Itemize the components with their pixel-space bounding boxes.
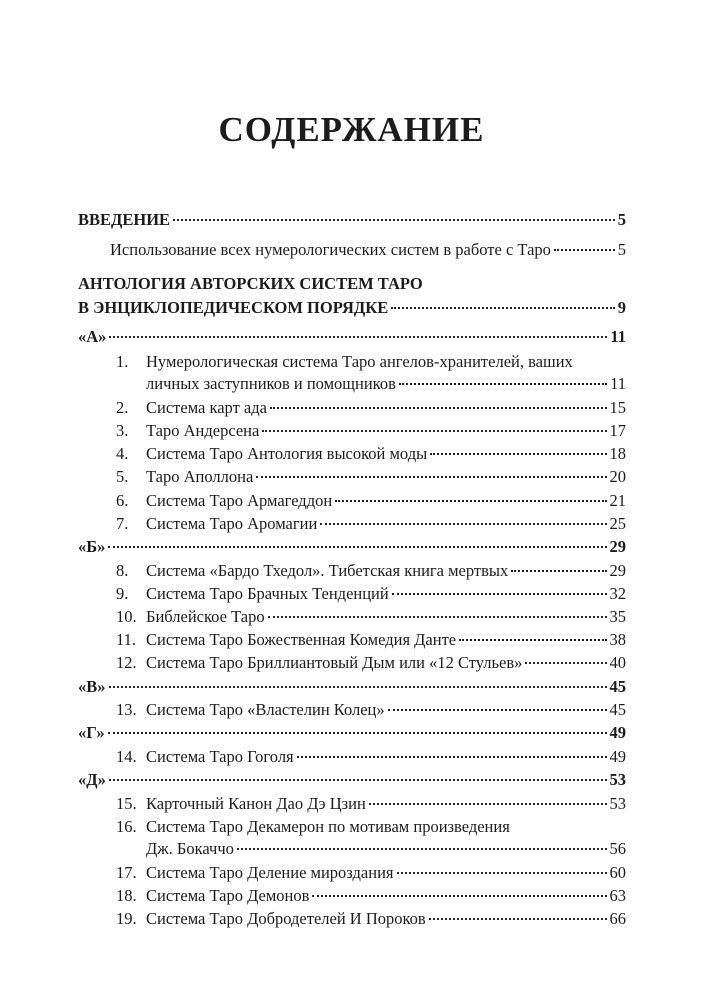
item-number: 1. bbox=[116, 352, 129, 371]
item-page: 40 bbox=[609, 653, 626, 672]
item-title: Карточный Канон Дао Дэ Цзин bbox=[146, 794, 366, 813]
item-number: 9. bbox=[116, 584, 129, 603]
toc-item-1[interactable] bbox=[146, 373, 626, 395]
section-letter: «Г» bbox=[78, 723, 105, 742]
toc-item-4[interactable] bbox=[116, 443, 626, 465]
item-page: 66 bbox=[609, 909, 626, 928]
item-number: 8. bbox=[116, 561, 129, 580]
leader-dots bbox=[312, 895, 606, 897]
toc-intro-sub-text: Использование всех нумерологических систем в работе с Таро bbox=[110, 240, 551, 259]
toc-item-17[interactable] bbox=[116, 862, 626, 884]
item-page: 45 bbox=[609, 700, 626, 719]
item-page: 29 bbox=[609, 561, 626, 580]
toc-item-7[interactable] bbox=[116, 513, 626, 535]
item-title: Система Таро Аромагии bbox=[146, 514, 318, 533]
item-page: 38 bbox=[609, 630, 626, 649]
leader-dots bbox=[108, 546, 606, 548]
item-number: 11. bbox=[116, 630, 137, 649]
toc-item-6[interactable] bbox=[116, 490, 626, 512]
item-page: 15 bbox=[609, 398, 626, 417]
item-page: 20 bbox=[609, 467, 626, 486]
item-page: 60 bbox=[609, 863, 626, 882]
item-page: 53 bbox=[609, 794, 626, 813]
item-title: Система карт ада bbox=[146, 398, 267, 417]
section-page: 53 bbox=[609, 770, 626, 789]
section-letter: «А» bbox=[78, 327, 107, 346]
toc-section-a[interactable] bbox=[78, 326, 626, 348]
toc-item-16-line1: Система Таро Декамерон по мотивам произведения bbox=[146, 817, 510, 836]
item-number: 19. bbox=[116, 909, 137, 928]
toc-anthology-line1: АНТОЛОГИЯ АВТОРСКИХ СИСТЕМ ТАРО bbox=[78, 274, 423, 293]
item-number: 5. bbox=[116, 467, 129, 486]
leader-dots bbox=[554, 249, 615, 251]
leader-dots bbox=[262, 430, 606, 432]
item-number: 7. bbox=[116, 514, 129, 533]
item-number: 6. bbox=[116, 491, 129, 510]
item-number: 3. bbox=[116, 421, 129, 440]
toc-item-19[interactable] bbox=[116, 908, 626, 930]
item-title: Система Таро Божественная Комедия Данте bbox=[146, 630, 457, 649]
leader-dots bbox=[430, 453, 606, 455]
item-page: 25 bbox=[609, 514, 626, 533]
toc-item-10[interactable] bbox=[116, 606, 626, 628]
toc-item-9[interactable] bbox=[116, 583, 626, 605]
item-number: 15. bbox=[116, 794, 137, 813]
section-letter: «Б» bbox=[78, 537, 106, 556]
item-title: Система Таро Антология высокой моды bbox=[146, 444, 428, 463]
item-page: 56 bbox=[609, 839, 626, 858]
leader-dots bbox=[270, 407, 607, 409]
item-title: Таро Аполлона bbox=[146, 467, 254, 486]
leader-dots bbox=[391, 307, 615, 309]
item-page: 32 bbox=[609, 584, 626, 603]
toc-item-12[interactable] bbox=[116, 652, 626, 674]
section-letter: «В» bbox=[78, 677, 106, 696]
leader-dots bbox=[388, 709, 607, 711]
item-title: Система Таро Армагеддон bbox=[146, 491, 333, 510]
leader-dots bbox=[399, 383, 607, 385]
item-number: 17. bbox=[116, 863, 137, 882]
item-title: Система Таро Демонов bbox=[146, 886, 310, 905]
toc-intro-page: 5 bbox=[617, 210, 626, 229]
item-title: Система Таро Брачных Тенденций bbox=[146, 584, 389, 603]
toc-item-2[interactable] bbox=[116, 397, 626, 419]
leader-dots bbox=[237, 848, 607, 850]
leader-dots bbox=[369, 803, 607, 805]
toc-intro-sub-page: 5 bbox=[617, 240, 626, 259]
page-title: СОДЕРЖАНИЕ bbox=[218, 110, 485, 149]
item-number: 2. bbox=[116, 398, 129, 417]
toc-item-11[interactable] bbox=[116, 629, 626, 651]
leader-dots bbox=[397, 872, 607, 874]
leader-dots bbox=[429, 918, 607, 920]
item-page: 49 bbox=[609, 747, 626, 766]
item-title: Система «Бардо Тхедол». Тибетская книга мертвых bbox=[146, 561, 509, 580]
toc-item-5[interactable] bbox=[116, 466, 626, 488]
section-page: 49 bbox=[609, 723, 626, 742]
toc-anthology-line2: В ЭНЦИКЛОПЕДИЧЕСКОМ ПОРЯДКЕ bbox=[78, 298, 389, 317]
leader-dots bbox=[108, 732, 607, 734]
toc-intro[interactable] bbox=[78, 209, 626, 231]
toc-item-16[interactable] bbox=[146, 838, 626, 860]
leader-dots bbox=[525, 662, 606, 664]
leader-dots bbox=[335, 500, 606, 502]
item-number: 4. bbox=[116, 444, 129, 463]
item-title: Система Таро Гоголя bbox=[146, 747, 294, 766]
toc-anthology[interactable] bbox=[78, 297, 626, 319]
toc-item-3[interactable] bbox=[116, 420, 626, 442]
leader-dots bbox=[268, 616, 607, 618]
item-number: 18. bbox=[116, 886, 137, 905]
toc-section-b[interactable] bbox=[78, 536, 626, 558]
section-page: 45 bbox=[609, 677, 626, 696]
item-number: 14. bbox=[116, 747, 137, 766]
toc-item-15[interactable] bbox=[116, 793, 626, 815]
toc-item-18[interactable] bbox=[116, 885, 626, 907]
toc-section-v[interactable] bbox=[78, 676, 626, 698]
leader-dots bbox=[173, 219, 615, 221]
section-page: 29 bbox=[609, 537, 626, 556]
item-page: 63 bbox=[609, 886, 626, 905]
toc-item-1-line1: Нумерологическая система Таро ангелов-хранителей, ваших bbox=[146, 352, 573, 371]
item-number: 10. bbox=[116, 607, 137, 626]
item-page: 11 bbox=[610, 374, 626, 393]
toc-item-8[interactable] bbox=[116, 560, 626, 582]
leader-dots bbox=[392, 593, 607, 595]
item-title: Таро Андерсена bbox=[146, 421, 260, 440]
toc-item-1-line1-row bbox=[116, 351, 573, 373]
item-title: Библейское Таро bbox=[146, 607, 265, 626]
item-page: 35 bbox=[609, 607, 626, 626]
item-title: Дж. Бокаччо bbox=[146, 839, 234, 858]
leader-dots bbox=[256, 476, 606, 478]
leader-dots bbox=[109, 686, 607, 688]
toc-item-13[interactable] bbox=[116, 699, 626, 721]
toc-section-d[interactable] bbox=[78, 769, 626, 791]
toc-intro-sub[interactable] bbox=[110, 239, 626, 261]
section-page: 11 bbox=[610, 327, 626, 346]
leader-dots bbox=[320, 523, 606, 525]
item-title: Система Таро Деление мироздания bbox=[146, 863, 394, 882]
toc-anthology-page: 9 bbox=[617, 298, 626, 317]
item-page: 18 bbox=[609, 444, 626, 463]
leader-dots bbox=[459, 639, 606, 641]
item-page: 21 bbox=[609, 491, 626, 510]
leader-dots bbox=[297, 756, 607, 758]
item-title: Система Таро Добродетелей И Пороков bbox=[146, 909, 426, 928]
item-number: 16. bbox=[116, 817, 137, 836]
item-title: личных заступников и помощников bbox=[146, 374, 396, 393]
item-number: 13. bbox=[116, 700, 137, 719]
leader-dots bbox=[109, 779, 607, 781]
toc-intro-label: ВВЕДЕНИЕ bbox=[78, 210, 171, 229]
item-title: Система Таро Бриллиантовый Дым или «12 Стульев» bbox=[146, 653, 523, 672]
leader-dots bbox=[511, 570, 606, 572]
toc-section-g[interactable] bbox=[78, 722, 626, 744]
item-page: 17 bbox=[609, 421, 626, 440]
item-number: 12. bbox=[116, 653, 137, 672]
toc-item-16-line1-row bbox=[116, 816, 510, 838]
section-letter: «Д» bbox=[78, 770, 106, 789]
leader-dots bbox=[109, 336, 607, 338]
item-title: Система Таро «Властелин Колец» bbox=[146, 700, 385, 719]
toc-item-14[interactable] bbox=[116, 746, 626, 768]
